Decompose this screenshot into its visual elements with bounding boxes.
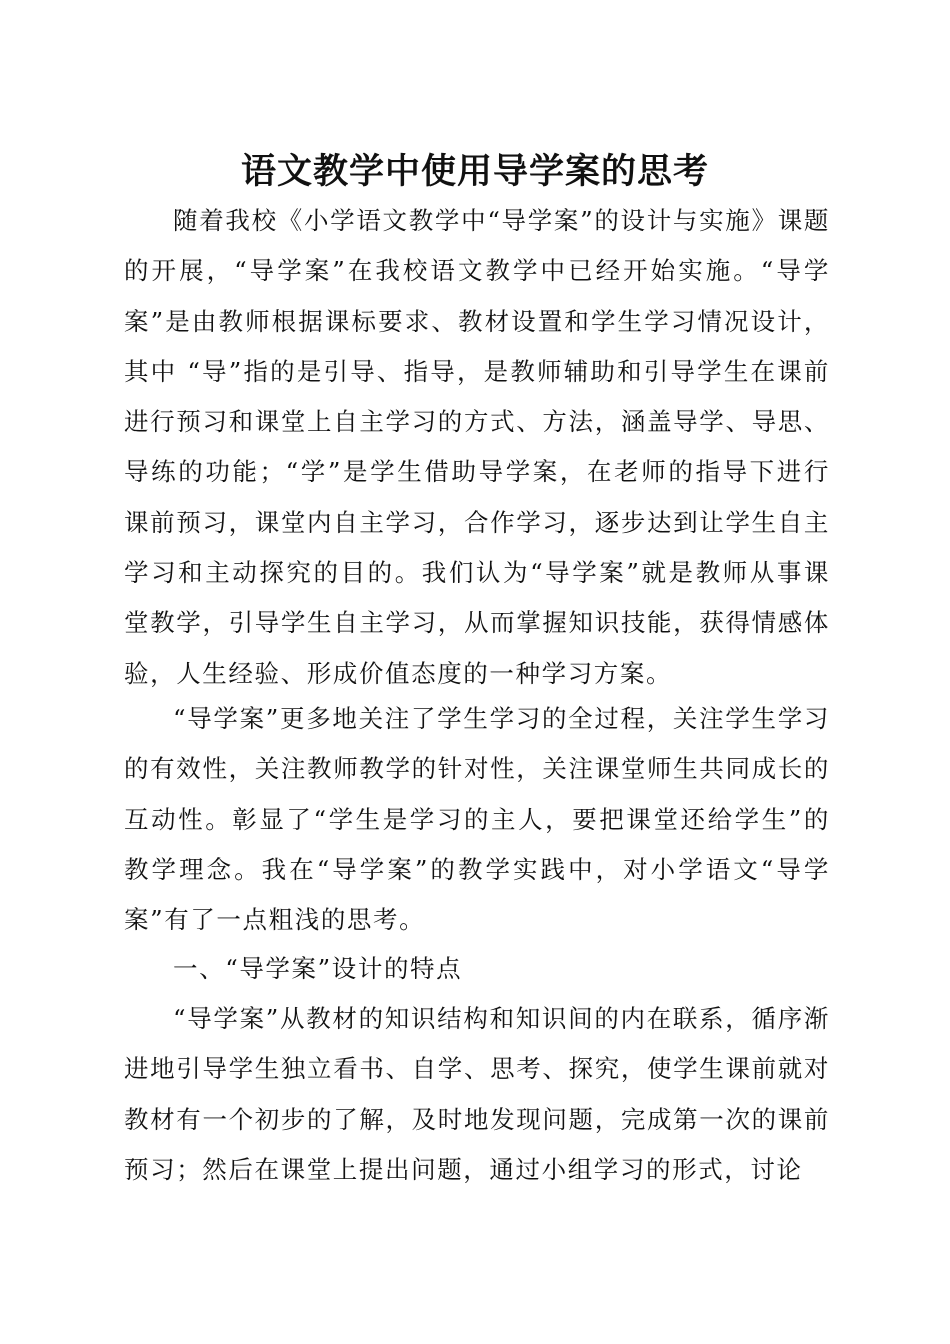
section-paragraph: “导学案”从教材的知识结构和知识间的内在联系，循序渐进地引导学生独立看书、自学、思考、探究，使学生课前就对教材有一个初步的了解，及时地发现问题，完成第一次的课前预习；然后在课堂上提出问题，通过小组学习的形式，讨论 (124, 1004, 830, 1184)
document-title: 语文教学中使用导学案的思考 (240, 151, 709, 192)
paragraph-focus: “导学案”更多地关注了学生学习的全过程，关注学生学习的有效性，关注教师教学的针对性，关注课堂师生共同成长的互动性。彰显了“学生是学习的主人，要把课堂还给学生”的教学理念。我在“导学案”的教学实践中，对小学语文“导学案”有了一点粗浅的思考。 (124, 704, 830, 935)
section-heading: 一、“导学案”设计的特点 (173, 954, 463, 983)
paragraph-intro: 随着我校《小学语文教学中“导学案”的设计与实施》课题的开展，“导学案”在我校语文教学中已经开始实施。“导学案”是由教师根据课标要求、教材设置和学生学习情况设计，其中 “导”指的是引导、指导，是教师辅助和引导学生在课前进行预习和课堂上自主学习的方式、方法，涵盖导学、导思、导练的功能；“学”是学生借助导学案，在老师的指导下进行课前预习，课堂内自主学习，合作学习，逐步达到让学生自主学习和主动探究的目的。我们认为“导学案”就是教师从事课堂教学，引导学生自主学习，从而掌握知识技能，获得情感体验，人生经验、形成价值态度的一种学习方案。 (124, 206, 830, 688)
